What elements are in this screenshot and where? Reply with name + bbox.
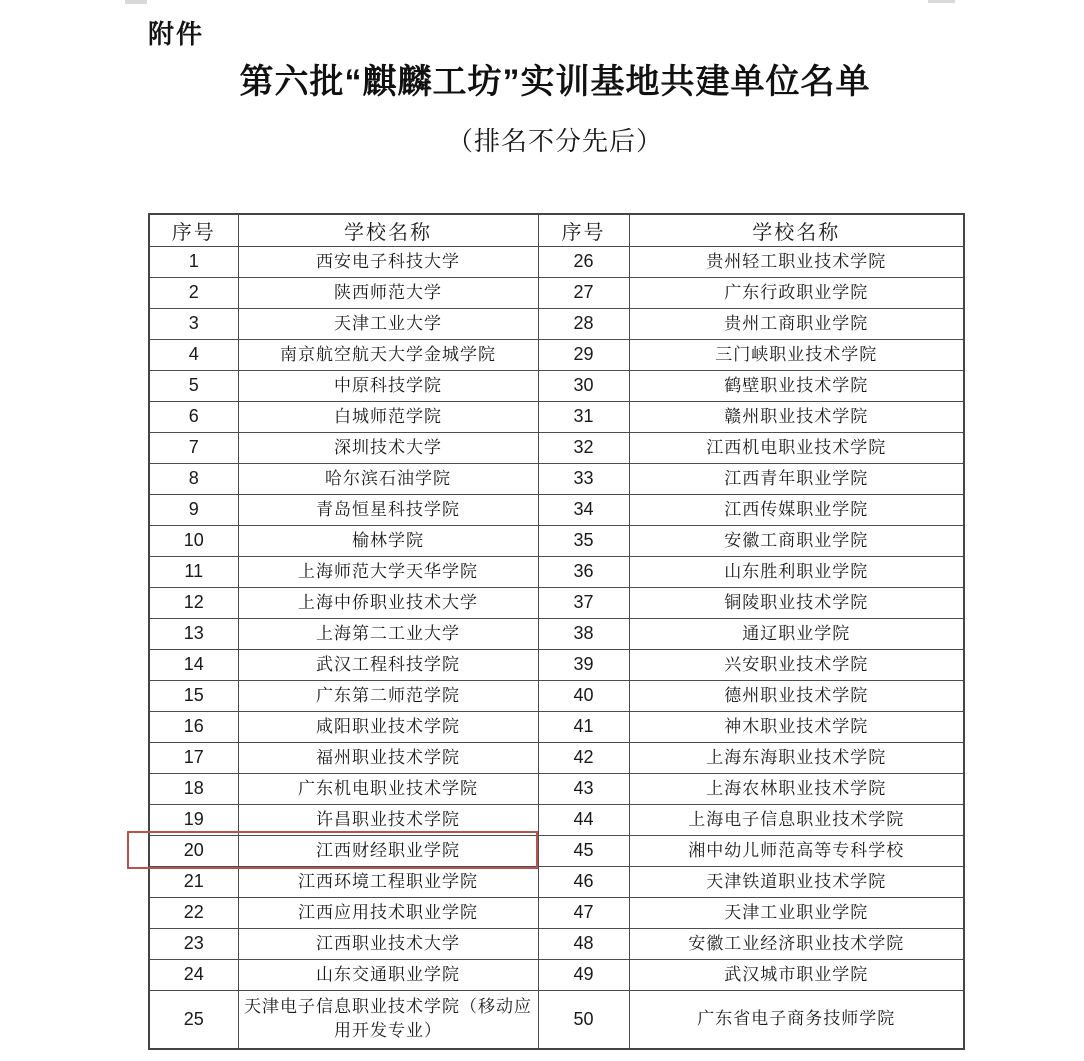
- row-number-cell: 26: [538, 246, 629, 277]
- row-number-cell: 41: [538, 711, 629, 742]
- row-number-cell: 17: [149, 742, 238, 773]
- table-body: [149, 246, 964, 1049]
- row-number-cell: 34: [538, 494, 629, 525]
- header-cell-school-left: 学校名称: [238, 214, 538, 246]
- row-number-cell: 43: [538, 773, 629, 804]
- school-name-cell: 三门峡职业技术学院: [629, 339, 964, 370]
- table-row: [149, 370, 964, 401]
- row-number-cell: 33: [538, 463, 629, 494]
- row-number-cell: 46: [538, 866, 629, 897]
- table-row: [149, 773, 964, 804]
- school-name-cell: 鹤壁职业技术学院: [629, 370, 964, 401]
- table-row: [149, 494, 964, 525]
- table-row: [149, 618, 964, 649]
- row-number-cell: 13: [149, 618, 238, 649]
- row-number-cell: 23: [149, 928, 238, 959]
- table-row: [149, 525, 964, 556]
- row-number-cell: 16: [149, 711, 238, 742]
- attachment-label: 附件: [148, 19, 205, 49]
- row-number-cell: 14: [149, 649, 238, 680]
- row-number-cell: 49: [538, 959, 629, 990]
- row-number-cell: 21: [149, 866, 238, 897]
- school-name-cell: 上海电子信息职业技术学院: [629, 804, 964, 835]
- school-name-cell: 上海第二工业大学: [238, 618, 538, 649]
- table-row: [149, 463, 964, 494]
- table-row: [149, 990, 964, 1049]
- table-row: [149, 680, 964, 711]
- table-row: [149, 804, 964, 835]
- school-name-cell: 武汉城市职业学院: [629, 959, 964, 990]
- school-name-cell: 德州职业技术学院: [629, 680, 964, 711]
- school-name-cell: 广东行政职业学院: [629, 277, 964, 308]
- school-name-cell: 上海师范大学天华学院: [238, 556, 538, 587]
- school-name-cell: 兴安职业技术学院: [629, 649, 964, 680]
- school-name-cell: 铜陵职业技术学院: [629, 587, 964, 618]
- row-number-cell: 8: [149, 463, 238, 494]
- school-name-cell: 咸阳职业技术学院: [238, 711, 538, 742]
- table-row: [149, 339, 964, 370]
- school-name-cell: 江西职业技术大学: [238, 928, 538, 959]
- table-row: [149, 246, 964, 277]
- school-name-cell: 贵州轻工职业技术学院: [629, 246, 964, 277]
- row-number-cell: 47: [538, 897, 629, 928]
- school-name-cell: 赣州职业技术学院: [629, 401, 964, 432]
- table-row: [149, 897, 964, 928]
- row-number-cell: 37: [538, 587, 629, 618]
- row-number-cell: 31: [538, 401, 629, 432]
- row-number-cell: 10: [149, 525, 238, 556]
- school-name-cell: 广东机电职业技术学院: [238, 773, 538, 804]
- row-number-cell: 50: [538, 990, 629, 1049]
- school-name-cell: 山东胜利职业学院: [629, 556, 964, 587]
- school-name-cell: 江西环境工程职业学院: [238, 866, 538, 897]
- school-name-cell: 神木职业技术学院: [629, 711, 964, 742]
- row-number-cell: 27: [538, 277, 629, 308]
- row-number-cell: 20: [149, 835, 238, 866]
- school-table: [148, 213, 965, 1050]
- row-number-cell: 48: [538, 928, 629, 959]
- school-name-cell: 湘中幼儿师范高等专科学校: [629, 835, 964, 866]
- row-number-cell: 38: [538, 618, 629, 649]
- school-name-cell: 青岛恒星科技学院: [238, 494, 538, 525]
- row-number-cell: 30: [538, 370, 629, 401]
- row-number-cell: 35: [538, 525, 629, 556]
- row-number-cell: 32: [538, 432, 629, 463]
- header-cell-number-right: 序号: [538, 214, 629, 246]
- header-cell-school-right: 学校名称: [629, 214, 964, 246]
- school-name-cell: 上海东海职业技术学院: [629, 742, 964, 773]
- row-number-cell: 29: [538, 339, 629, 370]
- row-number-cell: 11: [149, 556, 238, 587]
- table-row: [149, 277, 964, 308]
- table-row: [149, 959, 964, 990]
- school-name-cell: 陕西师范大学: [238, 277, 538, 308]
- row-number-cell: 4: [149, 339, 238, 370]
- row-number-cell: 44: [538, 804, 629, 835]
- table-row: [149, 308, 964, 339]
- row-number-cell: 39: [538, 649, 629, 680]
- table-row: [149, 928, 964, 959]
- document-subtitle: （排名不分先后）: [446, 125, 663, 156]
- school-name-cell: 西安电子科技大学: [238, 246, 538, 277]
- school-name-cell: 江西青年职业学院: [629, 463, 964, 494]
- row-number-cell: 3: [149, 308, 238, 339]
- school-name-cell: 上海农林职业技术学院: [629, 773, 964, 804]
- school-name-cell: 许昌职业技术学院: [238, 804, 538, 835]
- table-row: [149, 711, 964, 742]
- row-number-cell: 45: [538, 835, 629, 866]
- row-number-cell: 18: [149, 773, 238, 804]
- table-row: [149, 649, 964, 680]
- heading-block: [132, 0, 978, 158]
- row-number-cell: 22: [149, 897, 238, 928]
- row-number-cell: 2: [149, 277, 238, 308]
- school-name-cell: 江西传媒职业学院: [629, 494, 964, 525]
- row-number-cell: 6: [149, 401, 238, 432]
- school-name-cell: 哈尔滨石油学院: [238, 463, 538, 494]
- school-name-cell: 南京航空航天大学金城学院: [238, 339, 538, 370]
- row-number-cell: 24: [149, 959, 238, 990]
- row-number-cell: 9: [149, 494, 238, 525]
- school-name-cell: 天津电子信息职业技术学院（移动应用开发专业）: [238, 990, 538, 1049]
- table-row: [149, 835, 964, 866]
- document-title: 第六批“麒麟工坊”实训基地共建单位名单: [239, 63, 871, 101]
- row-number-cell: 25: [149, 990, 238, 1049]
- row-number-cell: 7: [149, 432, 238, 463]
- table-row: [149, 866, 964, 897]
- school-name-cell: 中原科技学院: [238, 370, 538, 401]
- row-number-cell: 19: [149, 804, 238, 835]
- school-name-cell: 武汉工程科技学院: [238, 649, 538, 680]
- row-number-cell: 36: [538, 556, 629, 587]
- row-number-cell: 5: [149, 370, 238, 401]
- school-name-cell: 通辽职业学院: [629, 618, 964, 649]
- school-name-cell: 深圳技术大学: [238, 432, 538, 463]
- row-number-cell: 42: [538, 742, 629, 773]
- school-name-cell: 江西机电职业技术学院: [629, 432, 964, 463]
- row-number-cell: 28: [538, 308, 629, 339]
- school-name-cell: 天津铁道职业技术学院: [629, 866, 964, 897]
- school-name-cell: 天津工业职业学院: [629, 897, 964, 928]
- school-name-cell: 天津工业大学: [238, 308, 538, 339]
- table-row: [149, 432, 964, 463]
- row-number-cell: 1: [149, 246, 238, 277]
- school-name-cell: 上海中侨职业技术大学: [238, 587, 538, 618]
- school-name-cell: 山东交通职业学院: [238, 959, 538, 990]
- table-header-row: [149, 214, 964, 246]
- table-row: [149, 556, 964, 587]
- school-name-cell: 广东省电子商务技师学院: [629, 990, 964, 1049]
- table-row: [149, 587, 964, 618]
- school-name-cell: 江西应用技术职业学院: [238, 897, 538, 928]
- school-name-cell: 榆林学院: [238, 525, 538, 556]
- school-name-cell: 江西财经职业学院: [238, 835, 538, 866]
- school-name-cell: 福州职业技术学院: [238, 742, 538, 773]
- school-name-cell: 贵州工商职业学院: [629, 308, 964, 339]
- row-number-cell: 12: [149, 587, 238, 618]
- row-number-cell: 15: [149, 680, 238, 711]
- table-row: [149, 742, 964, 773]
- school-name-cell: 白城师范学院: [238, 401, 538, 432]
- school-name-cell: 安徽工业经济职业技术学院: [629, 928, 964, 959]
- table-row: [149, 401, 964, 432]
- school-name-cell: 广东第二师范学院: [238, 680, 538, 711]
- header-cell-number-left: 序号: [149, 214, 238, 246]
- row-number-cell: 40: [538, 680, 629, 711]
- school-name-cell: 安徽工商职业学院: [629, 525, 964, 556]
